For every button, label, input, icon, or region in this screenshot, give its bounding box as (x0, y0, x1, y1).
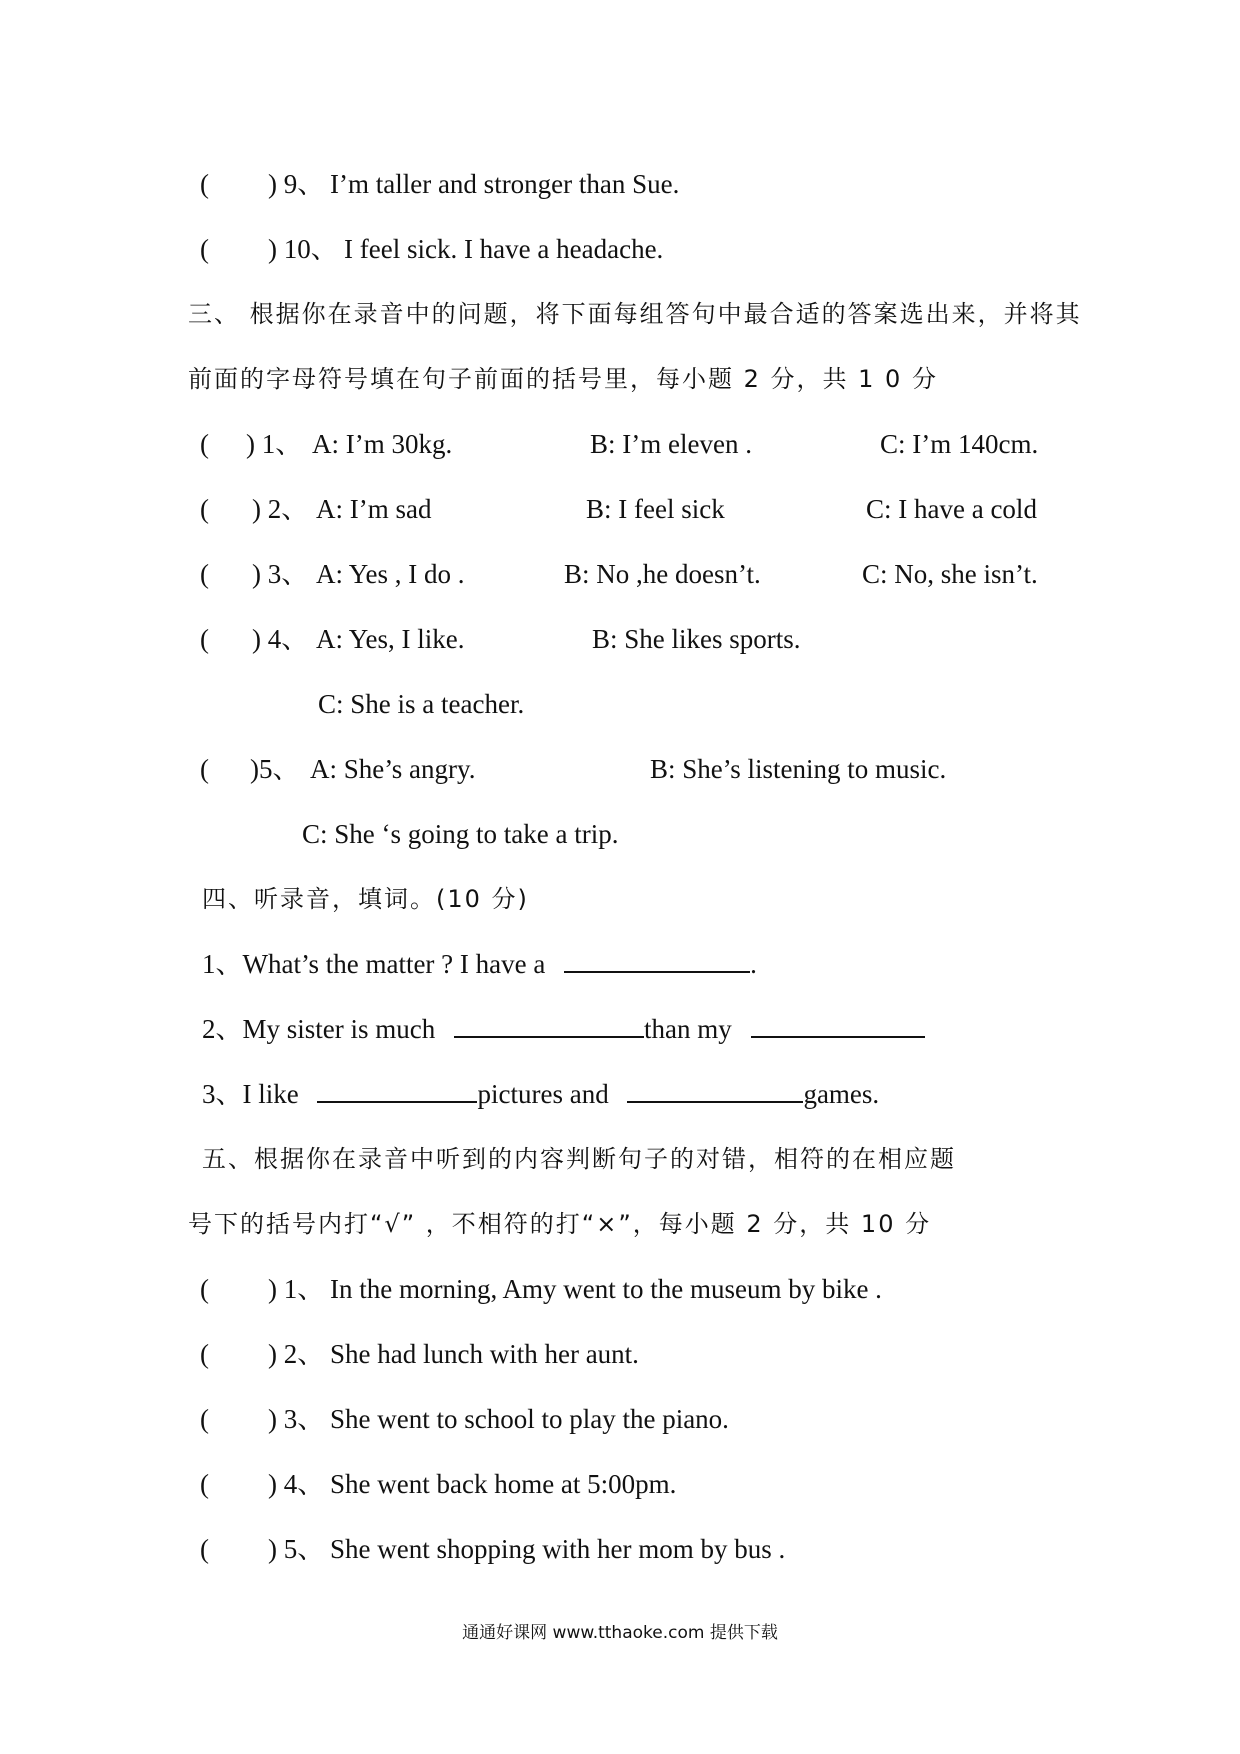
s5-item5-text: She went shopping with her mom by bus . (330, 1534, 786, 1564)
s3-item4-option-a: A: Yes, I like. (316, 624, 465, 654)
s4-q1 (202, 948, 757, 980)
s5-item1-text: In the morning, Amy went to the museum by bike . (330, 1274, 882, 1304)
s3-item1-option-b: B: I’m eleven . (590, 429, 752, 459)
s5-item2-number: ) 2、 (268, 1339, 325, 1369)
s3-item5-option-c: C: She ‘s going to take a trip. (302, 819, 619, 849)
s4-q3-end: games. (803, 1079, 880, 1109)
q9-number: ) 9、 (268, 169, 325, 199)
s3-item1-paren: ( (200, 429, 209, 459)
s3-item4-paren: ( (200, 624, 209, 654)
s3-item3-option-a: A: Yes , I do . (316, 559, 465, 589)
s3-item5-paren: ( (200, 754, 209, 784)
s3-item3-number: ) 3、 (252, 559, 309, 589)
s4-q3 (202, 1078, 879, 1110)
s3-item4-option-c: C: She is a teacher. (318, 689, 525, 719)
s4-q2-blank-2[interactable] (751, 1014, 925, 1038)
s4-q3-text: 3、I like (202, 1079, 299, 1109)
s3-item2-option-c: C: I have a cold (866, 494, 1037, 524)
s5-item3-paren: ( (200, 1404, 209, 1434)
s4-q2-mid: than my (644, 1014, 732, 1044)
s5-item2-paren: ( (200, 1339, 209, 1369)
q10-text: I feel sick. I have a headache. (344, 234, 664, 264)
q10-number: ) 10、 (268, 234, 338, 264)
s3-item4-number: ) 4、 (252, 624, 309, 654)
s4-q2 (202, 1013, 925, 1045)
s3-item2-option-b: B: I feel sick (586, 494, 725, 524)
s3-item5-option-a: A: She’s angry. (310, 754, 476, 784)
s5-item1-paren: ( (200, 1274, 209, 1304)
s5-item3-text: She went to school to play the piano. (330, 1404, 729, 1434)
section3-heading-line2: 前面的字母符号填在句子前面的括号里，每小题 2 分，共 1 0 分 (188, 365, 938, 393)
q9-text: I’m taller and stronger than Sue. (330, 169, 680, 199)
s3-item4-option-b: B: She likes sports. (592, 624, 801, 654)
s5-item3-number: ) 3、 (268, 1404, 325, 1434)
answer-paren: ( (200, 169, 209, 199)
s3-item2-number: ) 2、 (252, 494, 309, 524)
s5-item4-paren: ( (200, 1469, 209, 1499)
s3-item5-number: )5、 (250, 754, 300, 784)
s4-q1-text: 1、What’s the matter ? I have a (202, 949, 546, 979)
s3-item3-option-b: B: No ,he doesn’t. (564, 559, 761, 589)
s4-q1-end: . (750, 949, 757, 979)
s5-item2-text: She had lunch with her aunt. (330, 1339, 639, 1369)
s3-item5-option-b: B: She’s listening to music. (650, 754, 947, 784)
s4-q3-blank-2[interactable] (627, 1079, 803, 1103)
s5-item5-number: ) 5、 (268, 1534, 325, 1564)
section4-heading: 四、听录音，填词。(10 分) (202, 885, 529, 913)
s3-item1-number: ) 1、 (246, 429, 303, 459)
s3-item2-option-a: A: I’m sad (316, 494, 432, 524)
s5-item5-paren: ( (200, 1534, 209, 1564)
s4-q3-mid: pictures and (477, 1079, 609, 1109)
s5-item4-text: She went back home at 5:00pm. (330, 1469, 677, 1499)
section3-heading-line1: 三、 根据你在录音中的问题，将下面每组答句中最合适的答案选出来，并将其 (188, 300, 1082, 328)
section5-heading-line2: 号下的括号内打“√” ，不相符的打“×”，每小题 2 分，共 10 分 (188, 1210, 932, 1238)
s5-item1-number: ) 1、 (268, 1274, 325, 1304)
s4-q2-blank-1[interactable] (454, 1014, 644, 1038)
s5-item4-number: ) 4、 (268, 1469, 325, 1499)
s3-item1-option-a: A: I’m 30kg. (312, 429, 453, 459)
s4-q3-blank-1[interactable] (317, 1079, 477, 1103)
s3-item3-option-c: C: No, she isn’t. (862, 559, 1038, 589)
s3-item1-option-c: C: I’m 140cm. (880, 429, 1039, 459)
s4-q2-text: 2、My sister is much (202, 1014, 436, 1044)
s3-item3-paren: ( (200, 559, 209, 589)
s4-q1-blank[interactable] (564, 949, 750, 973)
q10-paren: ( (200, 234, 209, 264)
footer-source-note: 通通好课网 www.tthaoke.com 提供下载 (462, 1623, 778, 1643)
q9-row (200, 168, 209, 200)
section5-heading-line1: 五、根据你在录音中听到的内容判断句子的对错，相符的在相应题 (202, 1145, 956, 1173)
s3-item2-paren: ( (200, 494, 209, 524)
